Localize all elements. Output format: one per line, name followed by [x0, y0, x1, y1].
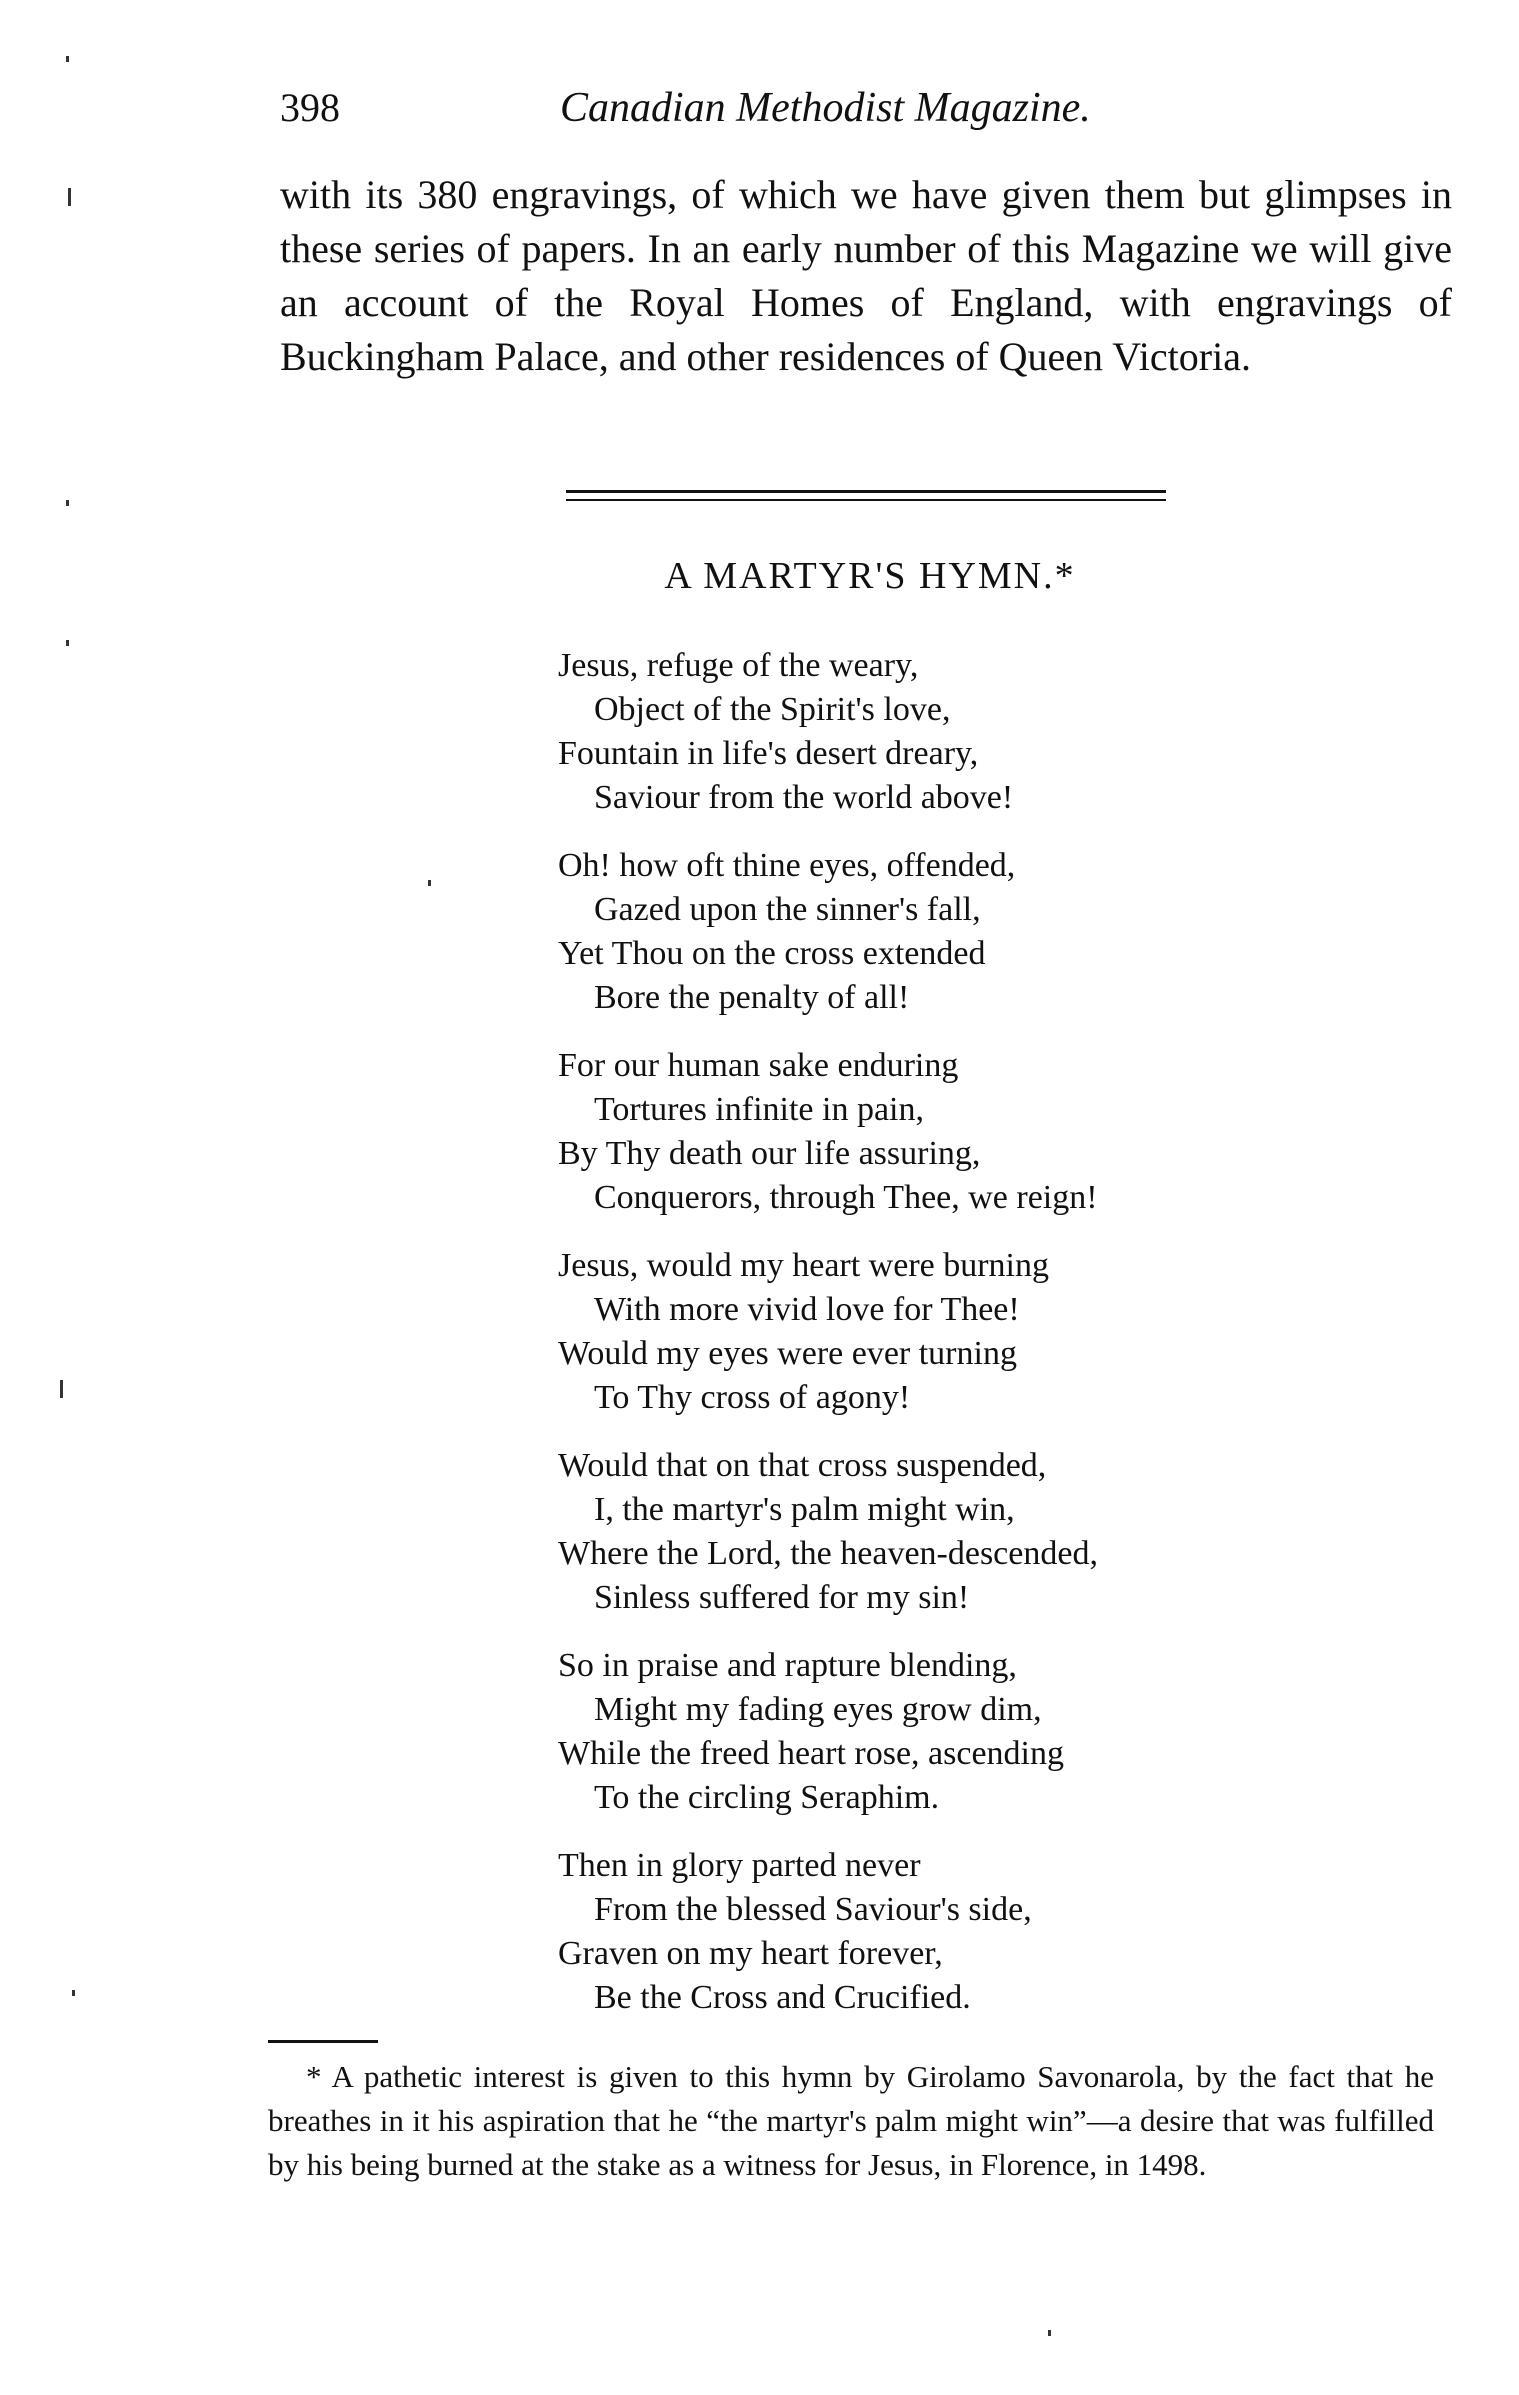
hymn-line: Graven on my heart forever,: [558, 1935, 943, 1972]
section-divider: [566, 490, 1166, 501]
hymn-line: Tortures infinite in pain,: [594, 1091, 924, 1128]
divider-rule-bottom: [566, 499, 1166, 501]
scan-speck: [66, 56, 69, 62]
page-number: 398: [280, 85, 340, 130]
hymn-title: A MARTYR'S HYMN.*: [664, 555, 1076, 597]
hymn-line: By Thy death our life assuring,: [558, 1135, 981, 1172]
divider-rule-top: [566, 490, 1166, 493]
hymn-line: So in praise and rapture blending,: [558, 1647, 1017, 1684]
intro-paragraph: with its 380 engravings, of which we have given them but glimpses in these series of papers. In an early number of this Magazine we will give an account of the Royal Homes of England, with engravings of Buckingham Palace, and other residences of Queen Victoria.: [280, 172, 1452, 379]
hymn-line: Might my fading eyes grow dim,: [594, 1691, 1042, 1728]
hymn-line: Gazed upon the sinner's fall,: [594, 891, 981, 928]
hymn-stanza: [558, 1844, 1278, 2020]
scan-speck: [66, 500, 69, 506]
hymn-line: Sinless suffered for my sin!: [594, 1579, 970, 1616]
scan-speck: [1048, 2330, 1051, 2336]
hymn-line: Jesus, refuge of the weary,: [558, 647, 919, 684]
hymn-poem: [558, 644, 1278, 2044]
hymn-stanza: [558, 1244, 1278, 1420]
hymn-line: Fountain in life's desert dreary,: [558, 735, 979, 772]
hymn-line: Conquerors, through Thee, we reign!: [594, 1179, 1098, 1216]
hymn-line: Would that on that cross suspended,: [558, 1447, 1047, 1484]
hymn-line: Yet Thou on the cross extended: [558, 935, 986, 972]
hymn-line: Oh! how oft thine eyes, offended,: [558, 847, 1016, 884]
running-title: Canadian Methodist Magazine.: [560, 85, 1091, 131]
footnote-text: * A pathetic interest is given to this hymn by Girolamo Savonarola, by the fact that he breathes in it his aspiration that he “the martyr's palm might win”—a desire that was fulfilled by his being burned at the stake as a witness for Jesus, in Florence, in 1498.: [268, 2059, 1434, 2182]
hymn-line: Saviour from the world above!: [594, 779, 1014, 816]
hymn-stanza: [558, 1644, 1278, 1820]
hymn-line: To Thy cross of agony!: [594, 1379, 911, 1416]
footnote: [268, 2055, 1434, 2187]
hymn-line: Be the Cross and Crucified.: [594, 1979, 971, 2016]
hymn-line: Bore the penalty of all!: [594, 979, 910, 1016]
hymn-line: Would my eyes were ever turning: [558, 1335, 1017, 1372]
hymn-stanza: [558, 844, 1278, 1020]
hymn-line: With more vivid love for Thee!: [594, 1291, 1020, 1328]
scan-speck: [66, 640, 69, 646]
scan-speck: [428, 880, 431, 886]
hymn-line: Where the Lord, the heaven-descended,: [558, 1535, 1098, 1572]
hymn-line: Jesus, would my heart were burning: [558, 1247, 1050, 1284]
scan-speck: [60, 1380, 63, 1398]
scan-speck: [72, 1990, 75, 1996]
scan-speck: [68, 188, 71, 206]
hymn-stanza: [558, 1044, 1278, 1220]
hymn-stanza: [558, 1444, 1278, 1620]
hymn-line: Object of the Spirit's love,: [594, 691, 951, 728]
footnote-rule: [268, 2040, 378, 2043]
hymn-stanza: [558, 644, 1278, 820]
hymn-line: From the blessed Saviour's side,: [594, 1891, 1032, 1928]
hymn-line: While the freed heart rose, ascending: [558, 1735, 1064, 1772]
hymn-line: I, the martyr's palm might win,: [594, 1491, 1015, 1528]
hymn-line: For our human sake enduring: [558, 1047, 959, 1084]
page-header: [280, 84, 1440, 144]
hymn-line: To the circling Seraphim.: [594, 1779, 940, 1816]
hymn-line: Then in glory parted never: [558, 1847, 921, 1884]
